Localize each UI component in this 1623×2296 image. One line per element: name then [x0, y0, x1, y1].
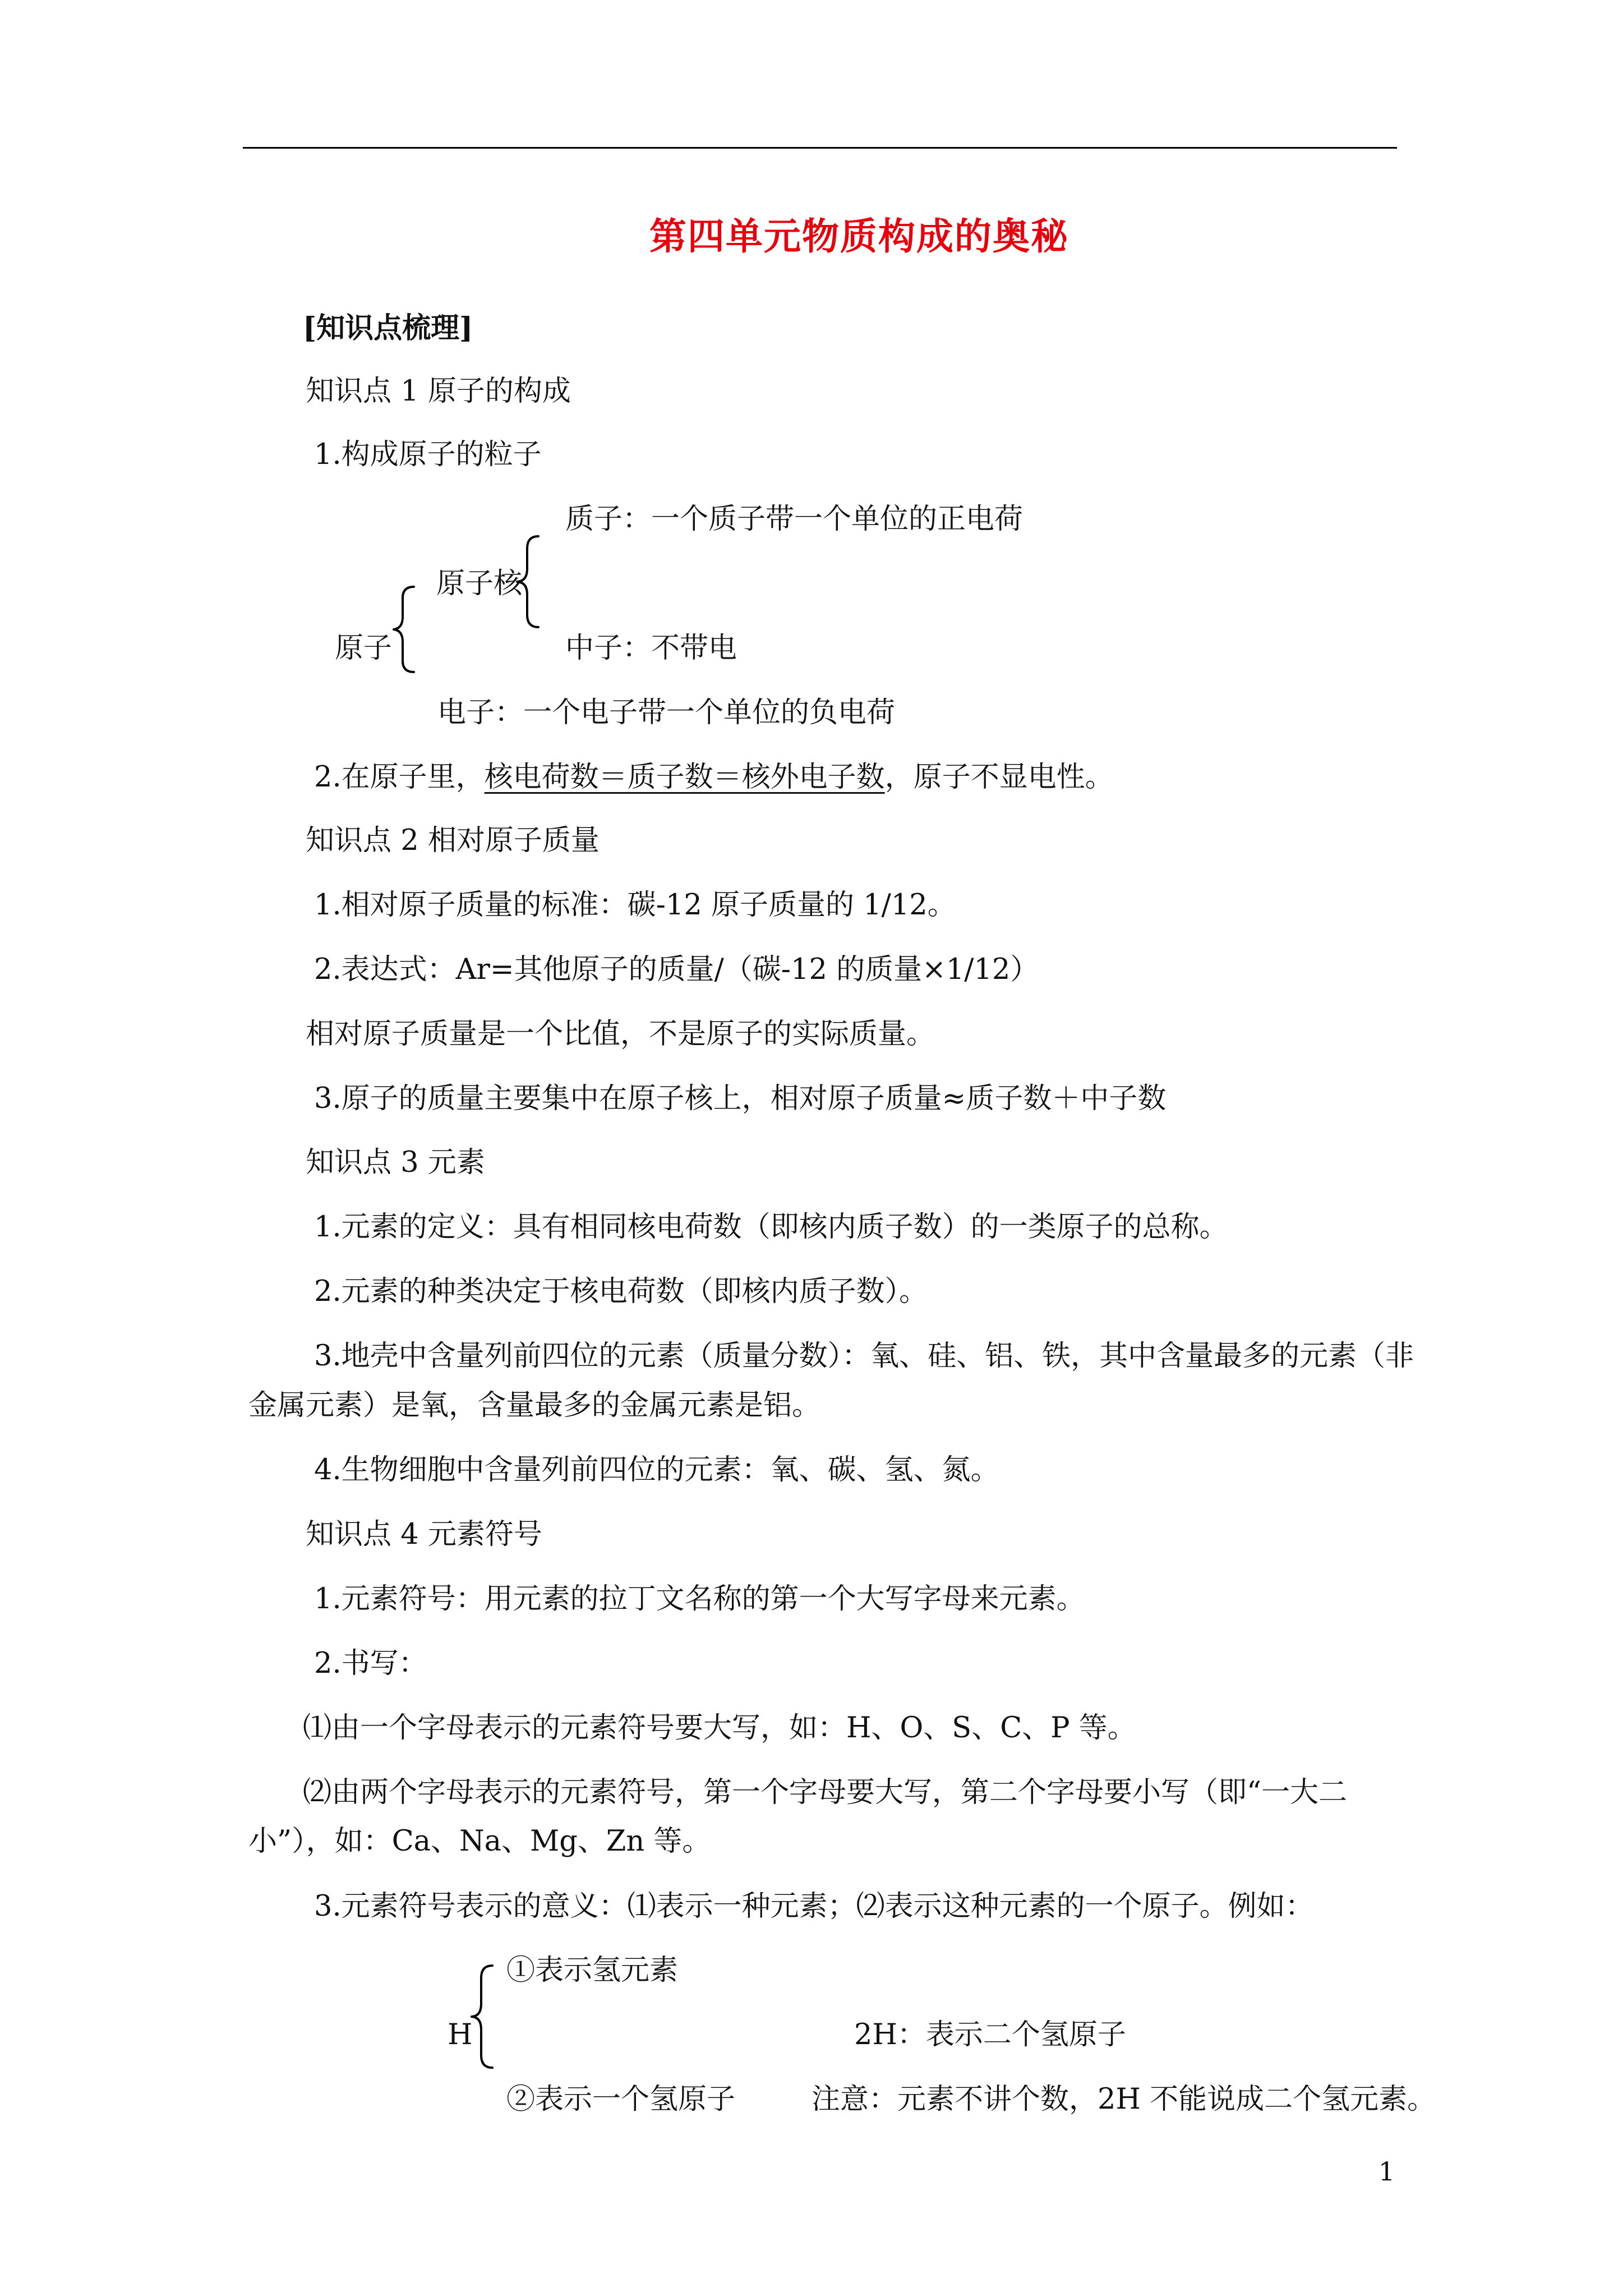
h-note: 注意：元素不讲个数，2H 不能说成二个氢元素。 — [811, 2083, 1436, 2116]
kp2-note: 相对原子质量是一个比值，不是原子的实际质量。 — [306, 1018, 935, 1051]
h-example: 2H：表示二个氢原子 — [854, 2018, 1126, 2051]
kp4-sub2-line2: 小”），如：Ca、Na、Mg、Zn 等。 — [248, 1825, 711, 1858]
kp2-heading: 知识点 2 相对原子质量 — [306, 824, 600, 857]
header-rule — [243, 147, 1397, 149]
h-meaning2: ②表示一个氢原子 — [506, 2083, 736, 2116]
kp1-item2 — [314, 763, 1114, 792]
kp1-item1: 1.构成原子的粒子 — [314, 438, 542, 471]
page-number: 1 — [1378, 2156, 1395, 2187]
kp3-item4: 4.生物细胞中含量列前四位的元素：氧、碳、氢、氮。 — [314, 1453, 999, 1487]
h-brace — [469, 1963, 496, 2070]
section-heading: [知识点梳理] — [303, 311, 473, 345]
proton-label: 质子：一个质子带一个单位的正电荷 — [565, 503, 1023, 536]
page-title: 第四单元物质构成的奥秘 — [649, 214, 1069, 258]
neutron-label: 中子：不带电 — [565, 632, 737, 665]
kp2-item3: 3.原子的质量主要集中在原子核上，相对原子质量≈质子数＋中子数 — [314, 1082, 1166, 1115]
kp3-item1: 1.元素的定义：具有相同核电荷数（即核内质子数）的一类原子的总称。 — [314, 1211, 1228, 1244]
kp4-item3: 3.元素符号表示的意义：⑴表示一种元素；⑵表示这种元素的一个原子。例如： — [314, 1890, 1314, 1923]
kp2-item1: 1.相对原子质量的标准：碳-12 原子质量的 1/12。 — [314, 889, 956, 922]
kp3-item3-line1: 3.地壳中含量列前四位的元素（质量分数）：氧、硅、铝、铁，其中含量最多的元素（非 — [314, 1340, 1414, 1373]
kp2-item2: 2.表达式：Ar=其他原子的质量/（碳-12 的质量×1/12） — [314, 953, 1039, 986]
h-meaning1: ①表示氢元素 — [506, 1954, 679, 1987]
kp3-item2: 2.元素的种类决定于核电荷数（即核内质子数）。 — [314, 1275, 928, 1308]
kp1-item2-prefix: 2.在原子里， — [314, 761, 485, 794]
kp3-heading: 知识点 3 元素 — [306, 1146, 485, 1179]
electron-label: 电子：一个电子带一个单位的负电荷 — [437, 696, 896, 729]
nucleus-brace — [514, 534, 542, 629]
kp3-item3-line2: 金属元素）是氧，含量最多的金属元素是铝。 — [248, 1389, 821, 1422]
atom-brace — [391, 585, 416, 674]
kp4-item1: 1.元素符号：用元素的拉丁文名称的第一个大写字母来元素。 — [314, 1582, 1085, 1616]
atom-label: 原子 — [335, 632, 393, 665]
kp4-sub1: ⑴由一个字母表示的元素符号要大写，如：H、O、S、C、P 等。 — [303, 1711, 1136, 1745]
kp1-heading: 知识点 1 原子的构成 — [306, 375, 571, 408]
kp4-heading: 知识点 4 元素符号 — [306, 1518, 542, 1551]
kp4-item2: 2.书写： — [314, 1647, 427, 1680]
nucleus-label: 原子核 — [436, 567, 523, 600]
kp1-item2-suffix: ，原子不显电性。 — [884, 761, 1114, 794]
kp1-item2-underlined: 核电荷数＝质子数＝核外电子数 — [484, 761, 885, 794]
kp4-sub2-line1: ⑵由两个字母表示的元素符号，第一个字母要大写，第二个字母要小写（即“一大二 — [303, 1776, 1348, 1809]
h-symbol: H — [448, 2018, 473, 2051]
